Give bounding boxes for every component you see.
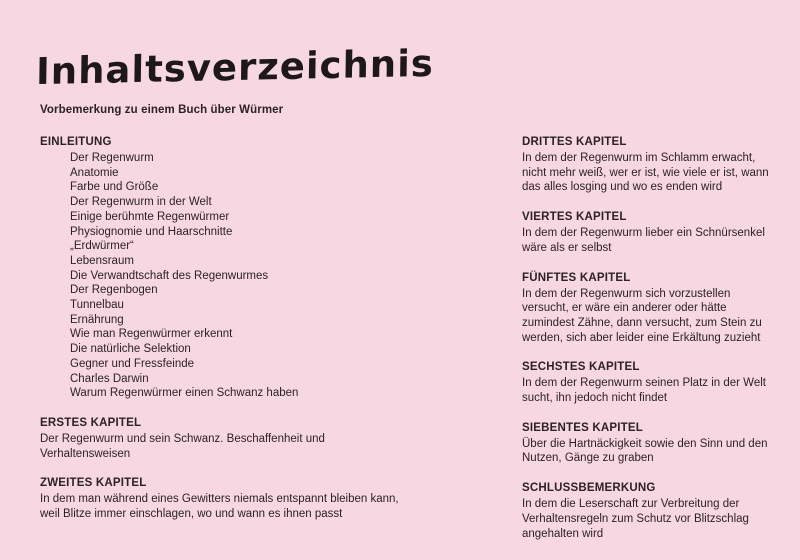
toc-section-viertes-kapitel <box>522 211 778 255</box>
toc-section-schlussbemerkung <box>522 482 778 541</box>
toc-section-fuenftes-kapitel <box>522 272 778 346</box>
section-heading: VIERTES KAPITEL <box>522 211 627 224</box>
section-heading: SCHLUSSBEMERKUNG <box>522 482 656 495</box>
chapter-summary: In dem der Regenwurm im Schlamm erwacht, nicht mehr weiß, wer er ist, wie viele er ist, wann das alles losging und wo es enden wird <box>522 152 769 194</box>
toc-item: Die natürliche Selektion <box>70 343 191 356</box>
toc-item: Charles Darwin <box>70 372 149 385</box>
toc-item: Der Regenwurm <box>70 152 154 164</box>
chapter-summary: In dem der Regenwurm seinen Platz in der Welt sucht, ihn jedoch nicht findet <box>522 377 766 405</box>
toc-section-erstes-kapitel <box>40 417 408 461</box>
section-heading: DRITTES KAPITEL <box>522 136 627 148</box>
section-heading: ZWEITES KAPITEL <box>40 477 147 490</box>
toc-item: Die Verwandtschaft des Regenwurmes <box>70 269 269 282</box>
foreword-line: Vorbemerkung zu einem Buch über Würmer <box>40 104 284 116</box>
chapter-summary: Der Regenwurm und sein Schwanz. Beschaffenheit und Verhaltensweisen <box>40 432 325 460</box>
toc-section-drittes-kapitel <box>522 136 778 195</box>
toc-item: Anatomie <box>70 166 119 179</box>
toc-item: Der Regenwurm in der Welt <box>70 196 212 209</box>
page-title: Inhaltsverzeichnis <box>35 41 435 94</box>
toc-item: Gegner und Fressfeinde <box>70 357 195 370</box>
section-heading: SECHSTES KAPITEL <box>522 361 640 374</box>
toc-section-zweites-kapitel <box>40 477 408 521</box>
toc-item: „Erdwürmer“ <box>70 240 134 253</box>
toc-left-column <box>40 136 408 538</box>
chapter-summary: In dem der Regenwurm lieber ein Schnürsenkel wäre als er selbst <box>522 227 765 254</box>
section-heading: EINLEITUNG <box>40 136 112 148</box>
toc-right-column <box>522 136 778 557</box>
section-heading: FÜNFTES KAPITEL <box>522 271 631 284</box>
toc-item: Physiognomie und Haarschnitte <box>70 225 233 238</box>
chapter-summary: In dem der Regenwurm sich vorzustellen versucht, er wäre ein anderer oder hätte zumindest Zähne, dann versucht, zum Stein zu werden, sich aber leider eine Erkältung zuzieht <box>522 287 762 344</box>
toc-section-einleitung <box>40 136 408 401</box>
chapter-summary: Über die Hartnäckigkeit sowie den Sinn und den Nutzen, Gänge zu graben <box>522 437 768 465</box>
toc-item: Warum Regenwürmer einen Schwanz haben <box>70 387 299 400</box>
section-heading: ERSTES KAPITEL <box>40 416 142 429</box>
toc-item: Der Regenbogen <box>70 284 158 297</box>
toc-item-list <box>40 151 408 401</box>
chapter-summary: In dem die Leserschaft zur Verbreitung der Verhaltensregeln zum Schutz vor Blitzschlag angehalten wird <box>522 498 749 540</box>
toc-item: Tunnelbau <box>70 299 124 312</box>
toc-item: Lebensraum <box>70 254 134 267</box>
toc-item: Ernährung <box>70 313 124 326</box>
section-heading: SIEBENTES KAPITEL <box>522 421 643 434</box>
toc-item: Farbe und Größe <box>70 181 159 194</box>
toc-item: Wie man Regenwürmer erkennt <box>70 328 233 341</box>
toc-section-siebentes-kapitel <box>522 422 778 466</box>
toc-section-sechstes-kapitel <box>522 361 778 405</box>
chapter-summary: In dem man während eines Gewitters niemals entspannt bleiben kann, weil Blitze immer einschlagen, wo und wann es ihnen passt <box>40 493 399 521</box>
toc-item: Einige berühmte Regenwürmer <box>70 210 230 223</box>
